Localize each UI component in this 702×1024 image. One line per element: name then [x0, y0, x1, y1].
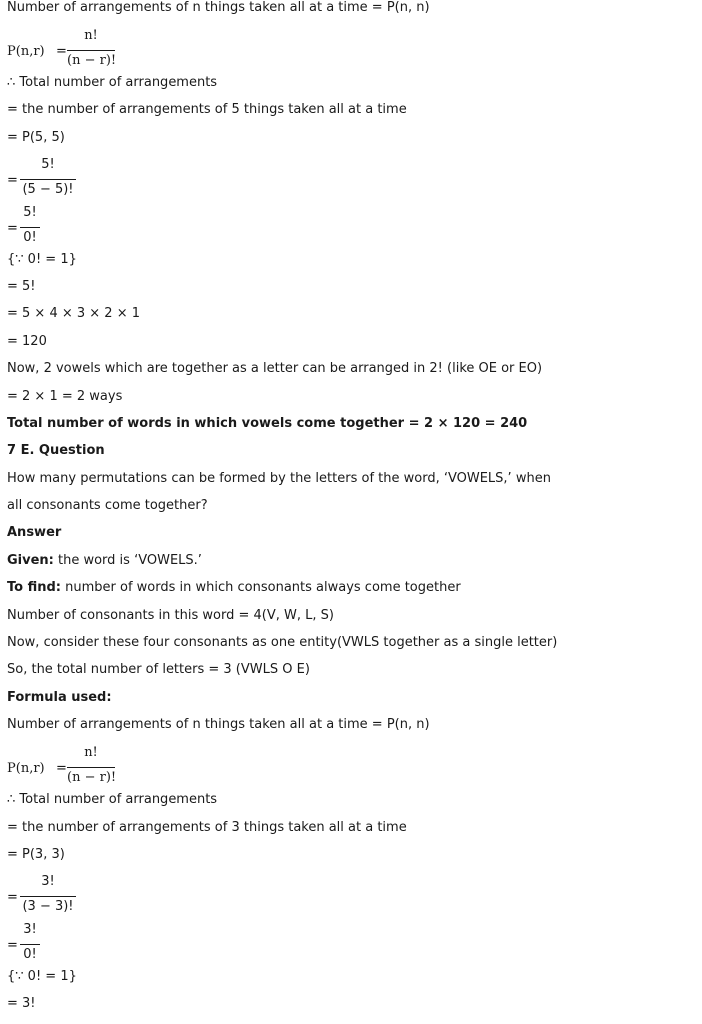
formula-denominator: 0! — [23, 947, 37, 962]
formula-equals: = — [7, 890, 18, 905]
two-ways-line: = 2 × 1 = 2 ways — [7, 389, 123, 404]
arrangements-3-things-line: = the number of arrangements of 3 things taken all at a time — [7, 820, 407, 835]
formula-denominator: (3 − 3)! — [22, 899, 74, 914]
fraction-3-over-3minus3 — [7, 874, 87, 924]
total-arrangements-line: ∴ Total number of arrangements — [7, 75, 218, 90]
formula-definition-line: Number of arrangements of n things taken all at a time = P(n, n) — [7, 0, 430, 15]
total-arrangements-line-2: ∴ Total number of arrangements — [7, 792, 218, 807]
p33-line: = P(3, 3) — [7, 847, 65, 862]
formula-denominator: (n − r)! — [67, 770, 117, 785]
formula-equals: = — [7, 938, 18, 953]
vowel-arrangement-line: Now, 2 vowels which are together as a letter can be arranged in 2! (like OE or EO) — [7, 361, 543, 376]
total-words-result: Total number of words in which vowels come together = 2 × 120 = 240 — [7, 416, 528, 431]
formula-equals: = — [7, 173, 18, 188]
formula-denominator: (n − r)! — [67, 53, 117, 68]
to-find-text: number of words in which consonants always come together — [61, 580, 461, 595]
formula-denominator: 0! — [23, 230, 37, 245]
given-label: Given: — [7, 553, 54, 568]
permutation-formula-2 — [7, 745, 127, 795]
consonant-count-line: Number of consonants in this word = 4(V, W, L, S) — [7, 608, 334, 623]
fraction-bar — [67, 50, 115, 51]
formula-equals: = — [56, 761, 67, 776]
question-text-line-2: all consonants come together? — [7, 498, 208, 513]
formula-equals: = — [56, 44, 67, 59]
fraction-3-over-0 — [7, 922, 47, 972]
formula-numerator: 3! — [23, 922, 37, 937]
fraction-5-over-5minus5 — [7, 157, 87, 207]
fraction-bar — [67, 767, 115, 768]
formula-definition-line-2: Number of arrangements of n things taken all at a time = P(n, n) — [7, 717, 430, 732]
question-text-line-1: How many permutations can be formed by the letters of the word, ‘VOWELS,’ when — [7, 471, 551, 486]
formula-denominator: (5 − 5)! — [22, 182, 74, 197]
given-text: the word is ‘VOWELS.’ — [53, 553, 202, 568]
to-find-line — [7, 580, 461, 596]
formula-numerator: 5! — [41, 157, 55, 172]
formula-numerator: 3! — [41, 874, 55, 889]
five-factorial-line: = 5! — [7, 279, 36, 294]
fraction-bar — [20, 227, 40, 228]
total-letters-line: So, the total number of letters = 3 (VWLS O E) — [7, 662, 310, 677]
answer-heading: Answer — [7, 525, 62, 540]
factorial-expansion-line: = 5 × 4 × 3 × 2 × 1 — [7, 306, 141, 321]
p55-line: = P(5, 5) — [7, 130, 65, 145]
arrangements-5-things-line: = the number of arrangements of 5 things taken all at a time — [7, 102, 407, 117]
question-heading: 7 E. Question — [7, 443, 105, 458]
permutation-formula-1 — [7, 28, 127, 78]
formula-lhs: P(n,r) — [7, 761, 45, 776]
to-find-label: To find: — [7, 580, 61, 595]
entity-line: Now, consider these four consonants as one entity(VWLS together as a single letter) — [7, 635, 558, 650]
fraction-bar — [20, 179, 76, 180]
fraction-5-over-0 — [7, 205, 47, 255]
zero-factorial-note: {∵ 0! = 1} — [7, 252, 77, 267]
three-factorial-line: = 3! — [7, 996, 36, 1011]
formula-equals: = — [7, 221, 18, 236]
formula-numerator: 5! — [23, 205, 37, 220]
fraction-bar — [20, 896, 76, 897]
formula-numerator: n! — [84, 28, 98, 43]
fraction-bar — [20, 944, 40, 945]
formula-numerator: n! — [84, 745, 98, 760]
zero-factorial-note-2: {∵ 0! = 1} — [7, 969, 77, 984]
result-120-line: = 120 — [7, 334, 47, 349]
formula-used-heading: Formula used: — [7, 690, 112, 705]
given-line — [7, 553, 202, 569]
formula-lhs: P(n,r) — [7, 44, 45, 59]
